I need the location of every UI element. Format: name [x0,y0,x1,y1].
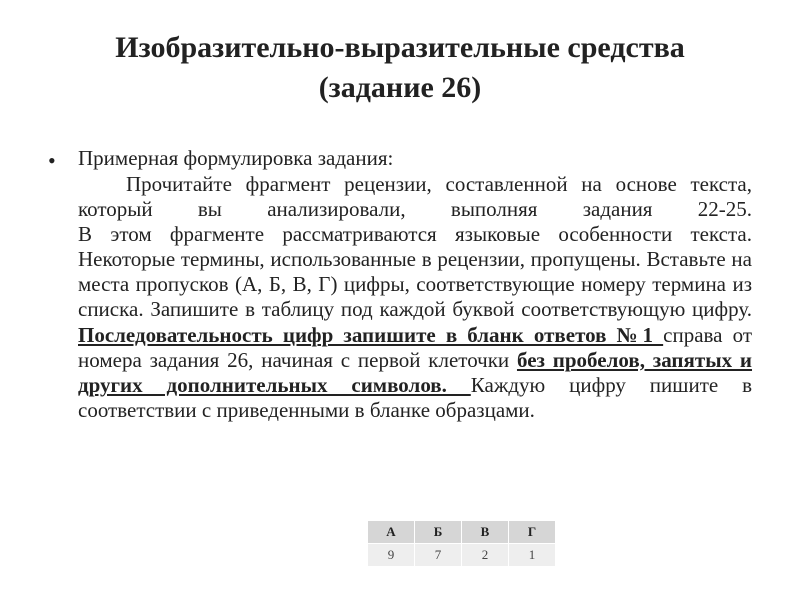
answer-header-b: Б [415,521,462,544]
slide-title [40,28,760,108]
bullet-intro: Примерная формулировка задания: [78,146,394,170]
bullet-marker: • [48,148,56,173]
task-paragraph-2 [78,222,752,423]
answer-table-value-row [368,544,556,567]
task-paragraph-1: Прочитайте фрагмент рецензии, составленной на основе текста, который вы анализировали, выполняя задания 22-25. [78,172,752,222]
slide-title-line-2: (задание 26) [318,71,482,104]
task-text-part-1: В этом фрагменте рассматриваются языковые особенности текста. Некоторые термины, использованные в рецензии, пропущены. Вставьте на места пропусков (А, Б, В, Г) цифры, соответствующие номеру термина из списка. Запишите в таблицу под каждой буквой соответствующую цифру. [78,222,752,322]
answer-header-a: А [368,521,415,544]
answer-table-header-row [368,521,556,544]
emphasis-no-spaces-instruction: без пробелов, запятых и других дополнительных символов. [78,347,753,397]
emphasis-sequence-instruction: Последовательность цифр запишите в бланк ответов №1 [78,322,664,347]
task-text-part-3: Каждую цифру пишите в соответствии с приведенными в бланке образцами. [78,372,752,422]
slide-title-line-1: Изобразительно-выразительные средства [115,31,685,64]
answer-header-g: Г [509,521,556,544]
answer-value-b: 7 [415,544,462,567]
answer-header-v: В [462,521,509,544]
answer-value-a: 9 [368,544,415,567]
task-text-part-2: справа от номера задания 26, начиная с первой клеточки [78,322,752,372]
answer-table [367,520,556,567]
task-text [78,172,752,423]
answer-value-g: 1 [509,544,556,567]
answer-value-v: 2 [462,544,509,567]
